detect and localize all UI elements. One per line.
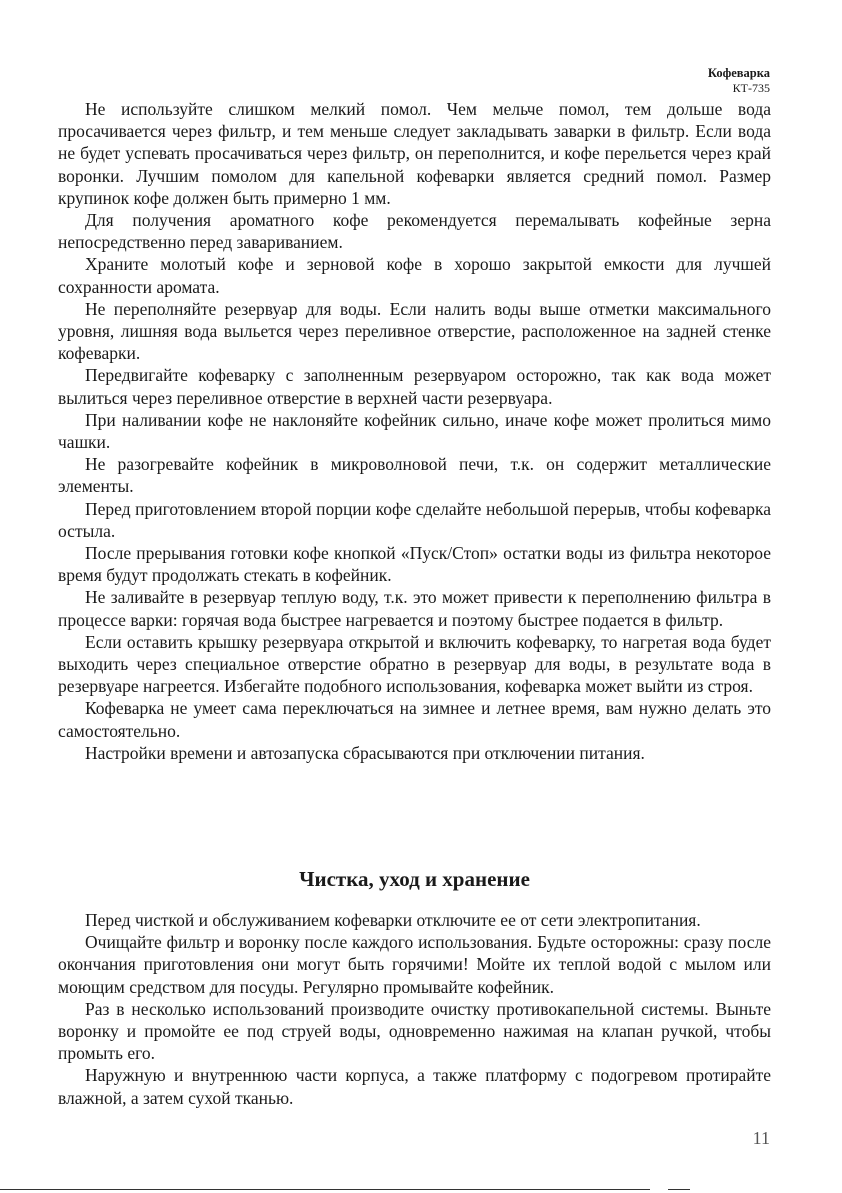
paragraph: Не заливайте в резервуар теплую воду, т.к. это может привести к переполнению фильтра в процессе варки: горячая вода быстрее нагревается и поэтому быстрее подается в фильтр.: [58, 587, 771, 630]
paragraph: Очищайте фильтр и воронку после каждого использования. Будьте осторожны: сразу после окончания приготовления они могут быть горячими! Мойте их теплой водой с мылом или моющим средством для посуды. Регулярно промывайте кофейник.: [58, 932, 771, 997]
paragraph: После прерывания готовки кофе кнопкой «Пуск/Стоп» остатки воды из фильтра некоторое время будут продолжать стекать в кофейник.: [58, 543, 771, 586]
paragraph: Если оставить крышку резервуара открытой и включить кофеварку, то нагретая вода будет выходить через специальное отверстие обратно в резервуар для воды, в результате вода в резервуаре нагреется. Избегайте подобного использования, кофеварка может выйти из строя.: [58, 631, 771, 697]
paragraph: Передвигайте кофеварку с заполненным резервуаром осторожно, так как вода может вылиться через переливное отверстие в верхней части резервуара.: [58, 365, 771, 408]
paragraph: Раз в несколько использований производите очистку противокапельной системы. Выньте воронку и промойте ее под струей воды, одновременно нажимая на клапан ручкой, чтобы промыть его.: [58, 998, 771, 1064]
paragraph: Перед приготовлением второй порции кофе сделайте небольшой перерыв, чтобы кофеварка остыла.: [58, 498, 771, 541]
paragraph: Не переполняйте резервуар для воды. Если налить воды выше отметки максимального уровня, лишняя вода выльется через переливное отверстие, расположенное на задней стенке кофеварки.: [58, 298, 771, 364]
paragraph: Не используйте слишком мелкий помол. Чем мельче помол, тем дольше вода просачивается через фильтр, и тем меньше следует закладывать заварки в фильтр. Если вода не будет успевать просачиваться через фильтр, он переполнится, и кофе перельется через край воронки. Лучшим помолом для капельной кофеварки является средний помол. Размер крупинок кофе должен быть примерно 1 мм.: [58, 99, 771, 208]
bottom-divider: [0, 1189, 650, 1190]
header-model-number: КТ-735: [732, 81, 770, 95]
running-header: [708, 66, 770, 96]
cleaning-section: [58, 909, 771, 1109]
paragraph: Перед чисткой и обслуживанием кофеварки отключите ее от сети электропитания.: [85, 910, 701, 930]
usage-tips-section: [58, 98, 771, 764]
header-product-name: Кофеварка: [707, 66, 770, 80]
paragraph: Не разогревайте кофейник в микроволновой печи, т.к. он содержит металлические элементы.: [58, 454, 771, 497]
bottom-divider-segment: [668, 1189, 690, 1190]
section-heading: Чистка, уход и хранение: [299, 867, 530, 891]
page-number: 11: [752, 1128, 770, 1148]
paragraph: Наружную и внутреннюю части корпуса, а также платформу с подогревом протирайте влажной, а затем сухой тканью.: [58, 1065, 771, 1108]
paragraph: Кофеварка не умеет сама переключаться на зимнее и летнее время, вам нужно делать это самостоятельно.: [58, 698, 771, 741]
paragraph: Храните молотый кофе и зерновой кофе в хорошо закрытой емкости для лучшей сохранности аромата.: [58, 254, 771, 297]
paragraph: При наливании кофе не наклоняйте кофейник сильно, иначе кофе может пролиться мимо чашки.: [58, 409, 771, 453]
paragraph: Настройки времени и автозапуска сбрасываются при отключении питания.: [85, 742, 645, 763]
paragraph: Для получения ароматного кофе рекомендуется перемалывать кофейные зерна непосредственно перед завариванием.: [58, 210, 771, 253]
